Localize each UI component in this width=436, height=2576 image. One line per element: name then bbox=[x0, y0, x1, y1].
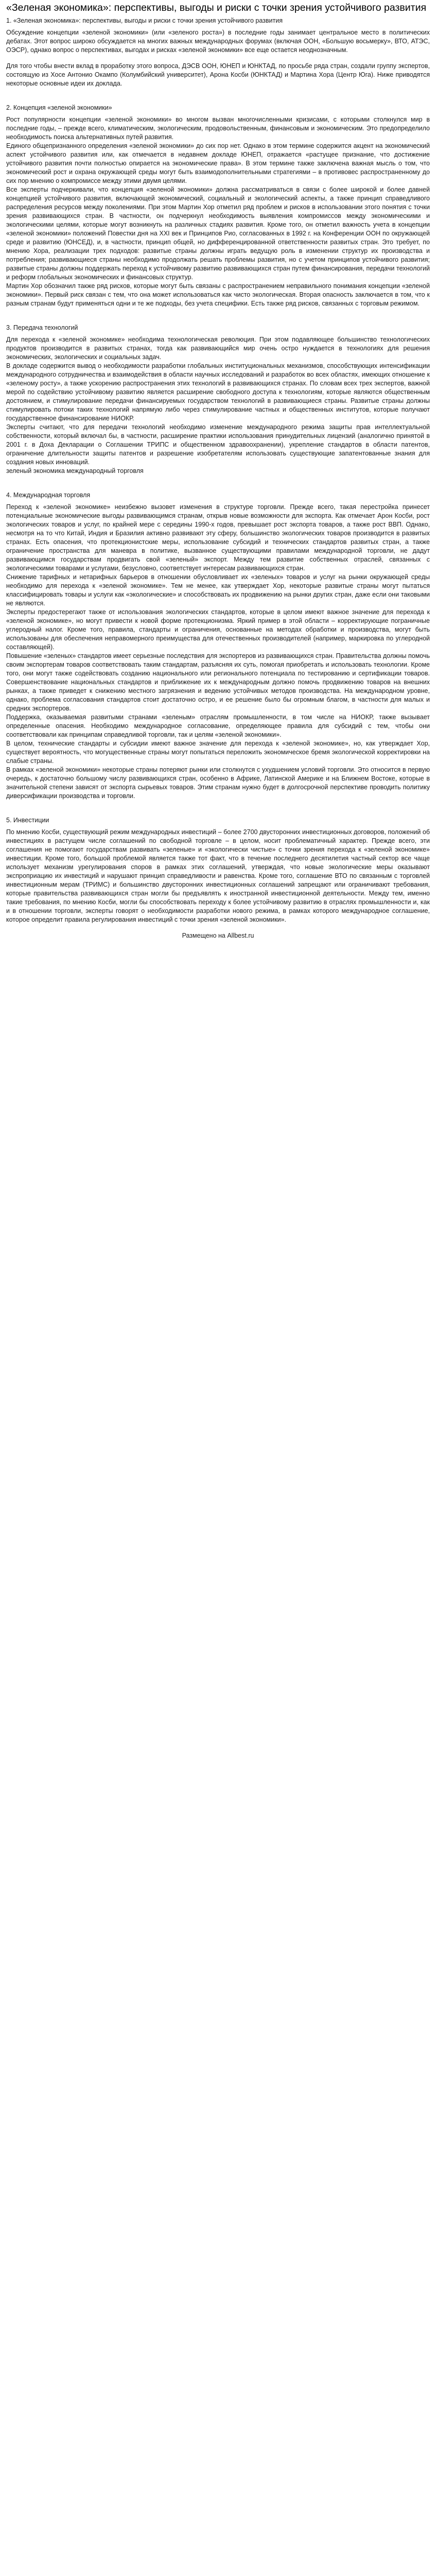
section-heading: 1. «Зеленая экономика»: перспективы, выгоды и риски с точки зрения устойчивого развития bbox=[6, 17, 283, 24]
footer bbox=[6, 931, 430, 940]
section-1 bbox=[6, 16, 430, 88]
paragraph: зеленый экономика международный торговля bbox=[6, 467, 144, 474]
paragraph: Единого общепризнанного определения «зеленой экономики» до сих пор нет. Однако в этом термине содержится акцент на экономический аспект устойчивого развития или, как отмечается в недавнем докладе ЮНЕП, отражается «растущее признание, что достижение устойчивого развития почти полностью опирается на экономические права». В этом термине также заключена важная мысль о том, что экономический рост и охрана окружающей среды могут быть взаимодополнительными стратегиями – в противовес распространенному до сих пор мнению о компромиссе между этими двумя целями. bbox=[6, 142, 430, 184]
page-title: «Зеленая экономика»: перспективы, выгоды и риски с точки зрения устойчивого развития bbox=[6, 2, 427, 13]
paragraph: Все эксперты подчеркивали, что концепция «зеленой экономики» должна рассматриваться в связи с более широкой и более давней концепцией устойчивого развития, включающей экономический, социальный и экологический аспекты, а также принцип справедливого распределения ресурсов между поколениями. При этом Мартин Хор отметил ряд проблем и рисков в использовании этого понятия с точки зрения развивающихся стран. В частности, он подчеркнул необходимость выявления компромиссов между экономическими и экологическими целями, которые могут возникнуть на различных стадиях развития. Кроме того, он отметил важность учета в концепции «зеленой экономики» положений Повестки дня на XXI век и Принципов Рио, согласованных в 1992 г. на Конференции ООН по окружающей среде и развитию (ЮНСЕД), и, в частности, принцип общей, но дифференцированной ответственности развитых стран. Это требует, по мнению Хора, реализации трех подходов: развитые страны должны играть ведущую роль в изменении структур их производства и потребления; развивающиеся страны необходимо продолжать решать проблемы развития, но с учетом принципов устойчивого развития; развитые страны должны поддержать переход к устойчивому развитию развивающихся стран путем финансирования, передачи технологий и реформ глобальных экономических и финансовых структур. bbox=[6, 186, 430, 281]
section-4 bbox=[6, 491, 430, 801]
section-heading: 4. Международная торговля bbox=[6, 492, 91, 499]
paragraph: Для того чтобы внести вклад в проработку этого вопроса, ДЭСВ ООН, ЮНЕП и ЮНКТАД, по просьбе ряда стран, создали группу экспертов, состоящую из Хосе Антонио Окампо (Колумбийский университет), Арона Косби (ЮНКТАД) и Мартина Хора (Центр Юга). Ниже приводятся некоторые основные идеи их доклада. bbox=[6, 62, 430, 87]
paragraph: Обсуждение концепции «зеленой экономики» (или «зеленого роста») в последние годы занимает центральное место в политических дебатах. Этот вопрос широко обсуждается на многих важных международных форумах (включая ООН, «Большую восьмерку», ВТО, АТЭС, ОЭСР), однако вопрос о перспективах, выгодах и рисках «зеленой экономики» все еще остается неоднозначным. bbox=[6, 29, 430, 54]
paragraph: Повышение «зеленых» стандартов имеет серьезные последствия для экспортеров из развивающихся стран. Правительства должны помочь своим экспортерам товаров соответствовать таким стандартам, разъясняя их суть, помогая приобретать и использовать технологии. Кроме того, они могут также содействовать созданию национального или регионального потенциала по тестированию и сертификации товаров. Совершенствование национальных стандартов и приближение их к международным должно помочь продвижению товаров на внешних рынках, а также приведет к снижению местного загрязнения и ведению устойчивых методов производства. На международном уровне, однако, проблема согласования стандартов стоит достаточно остро, и ее решение было бы огромным благом, в частности для малых и средних экспортеров. bbox=[6, 652, 430, 712]
paragraph: По мнению Косби, существующий режим международных инвестиций – более 2700 двусторонних инвестиционных договоров, положений об инвестициях в растущем числе соглашений по свободной торговле – в целом, носит проблематичный характер. Прежде всего, эти соглашения не помогают государствам развивать «зеленые» и «экологически чистые» с точки зрения перехода к «зеленой экономике» инвестиции. Кроме того, большой проблемой является также тот факт, что в течение последнего десятилетия частный сектор все чаще использует механизм урегулирования споров в рамках этих соглашений, утверждая, что новые экологические меры оказывают экспроприацию их инвестиций и нарушают принцип справедливости и равенства. Кроме того, соглашение ВТО по связанным с торговлей инвестиционным мерам (ТРИМС) и большинство двусторонних инвестиционных соглашений запрещают или ограничивают требования, которые правительства развивающихся стран могли бы предъявлять к иностранной инвестиционной деятельности. Между тем, именно такие требования, по мнению Косби, могли бы способствовать переходу к более устойчивому развитию в отраслях промышленности и, как и в отношении торговли, эксперты говорят о необходимости разработки нового режима, в рамках которого международное соглашение, которое определит правила регулирования инвестиций с точки зрения «зеленой экономики». bbox=[6, 828, 430, 923]
section-heading: 3. Передача технологий bbox=[6, 324, 78, 331]
footer-prefix: Размещено на bbox=[182, 932, 228, 939]
section-heading: 5. Инвестиции bbox=[6, 817, 49, 824]
paragraph: В рамках «зеленой экономики» некоторые страны потеряют рынки или столкнутся с ухудшением условий торговли. Это относится в первую очередь, к достаточно большому числу развивающихся стран, особенно в Африке, Латинской Америке и на Ближнем Востоке, которые в значительной степени зависят от экспорта сырьевых товаров. Этим странам нужно будет в долгосрочной перспективе проводить политику диверсификации производства и торговли. bbox=[6, 766, 430, 800]
section-2 bbox=[6, 104, 430, 308]
section-heading: 2. Концепция «зеленой экономики» bbox=[6, 104, 112, 111]
paragraph: Эксперты предостерегают также от использования экологических стандартов, которые в целом имеют важное значение для перехода к «зеленой экономике», но могут привести к новой форме протекционизма. Яркий пример в этой области – корректирующие пограничные углеродный налог. Кроме того, правила, стандарты и ограничения, основанные на методах обработки и производства, могут быть использованы для обеспечения неправомерного преимущества для отечественных производителей (например, маркировка по углеродной составляющей). bbox=[6, 608, 430, 651]
footer-link[interactable]: Allbest.ru bbox=[227, 932, 254, 939]
section-5 bbox=[6, 816, 430, 924]
paragraph: Поддержка, оказываемая развитыми странами «зеленым» отраслям промышленности, в том числе на НИОКР, также вызывает определенные опасения. Необходимо международное согласование, определяющее правила для субсидий с тем, чтобы они соответствовали как принципам справедливой торговли, так и целям «зеленой экономики». bbox=[6, 714, 430, 738]
paragraph: Рост популярности концепции «зеленой экономики» во многом вызван многочисленными кризисами, с которыми столкнулся мир в последние годы, – прежде всего, климатическим, экологическим, продовольственным, финансовым и экономическим. Это предопределило необходимость поиска альтернативных путей развития. bbox=[6, 116, 430, 141]
section-3 bbox=[6, 324, 430, 476]
paragraph: Снижение тарифных и нетарифных барьеров в отношении обусловливает их «зеленых» товаров и услуг на рынки окружающей среды необходимо для перехода к «зеленой экономике». Тем не менее, как утверждает Хор, некоторые развитые страны могут пытаться классифицировать товары и услуги как «экологические» и способствовать их продвижению на рынки других стран, даже если они таковыми не являются. bbox=[6, 573, 430, 607]
paragraph: Для перехода к «зеленой экономике» необходима технологическая революция. При этом подавляющее большинство технологических продуктов производится в развитых странах, тогда как развивающийся мир очень остро нуждается в технологиях для решения экономических, экологических и социальных задач. bbox=[6, 336, 430, 361]
paragraph: В докладе содержится вывод о необходимости разработки глобальных институциональных механизмов, способствующих интенсификации международного сотрудничества и взаимодействия в области научных исследований и разработок во всех областях, имеющих отношение к «зеленому росту», а также ускорению распространения этих технологий в развивающихся странах. По словам всех трех экспертов, важной мерой по содействию устойчивому развитию является расширение свободного доступа к технологиям, которые являются общественным достоянием, и стимулирование передачи финансируемых государством технологий в развивающиеся страны. Развитые страны должны стимулировать потоки таких технологий напрямую либо через стимулирование частных и общественных институтов, которые получают государственное финансирование НИОКР. bbox=[6, 362, 430, 422]
paragraph: В целом, технические стандарты и субсидии имеют важное значение для перехода к «зеленой экономике», но, как утверждает Хор, существует вероятность, что могущественные страны могут попытаться переложить экономическое бремя экологической корректировки на слабые страны. bbox=[6, 740, 430, 765]
document bbox=[0, 0, 436, 940]
paragraph: Мартин Хор обозначил также ряд рисков, которые могут быть связаны с распространением неправильного понимания концепции «зеленой экономики». Первый риск связан с тем, что она может использоваться как чисто экологическая. Вторая опасность заключается в том, что к разным странам будут применяться одни и те же подходы, без учета специфики. Есть также ряд рисков, связанных с торговым режимом. bbox=[6, 282, 430, 307]
paragraph: Эксперты считают, что для передачи технологий необходимо изменение международного режима защиты прав интеллектуальной собственности, который включал бы, в частности, расширение практики использования принудительных лицензий (аналогично принятой в 2001 г. в Доха Декларации о Соглашении ТРИПС и общественном здравоохранении), укрепление стандартов в области патентов, ограничение длительности защиты патентов и разрешение изобретателям использовать существующие запатентованные знания для создания новых инноваций. bbox=[6, 423, 430, 466]
spacer bbox=[6, 55, 430, 62]
document-body bbox=[6, 16, 430, 924]
paragraph: Переход к «зеленой экономике» неизбежно вызовет изменения в структуре торговли. Прежде всего, такая перестройка принесет потенциальные экономические выгоды развивающимся странам, открыв новые возможности для экспорта. Как отмечает Арон Косби, рост экологических товаров и услуг, по крайней мере с середины 1990-х годов, превышает рост экспорта товаров, а также рост ВВП. Однако, несмотря на то что Китай, Индия и Бразилия активно развивают эту сферу, большинство экологических товаров производится в развитых странах. Есть опасения, что протекционистские меры, использование субсидий и технических стандартов развитых стран, а также ограничение пространства для маневра в политике, вызванное существующими правилами международной торговли, не дадут развивающимся государствам продвигать свой «зеленый» экспорт. Между тем развитие собственных отраслей, связанных с экологическими товарами и услугами, безусловно, соответствует интересам развивающихся стран. bbox=[6, 503, 430, 572]
